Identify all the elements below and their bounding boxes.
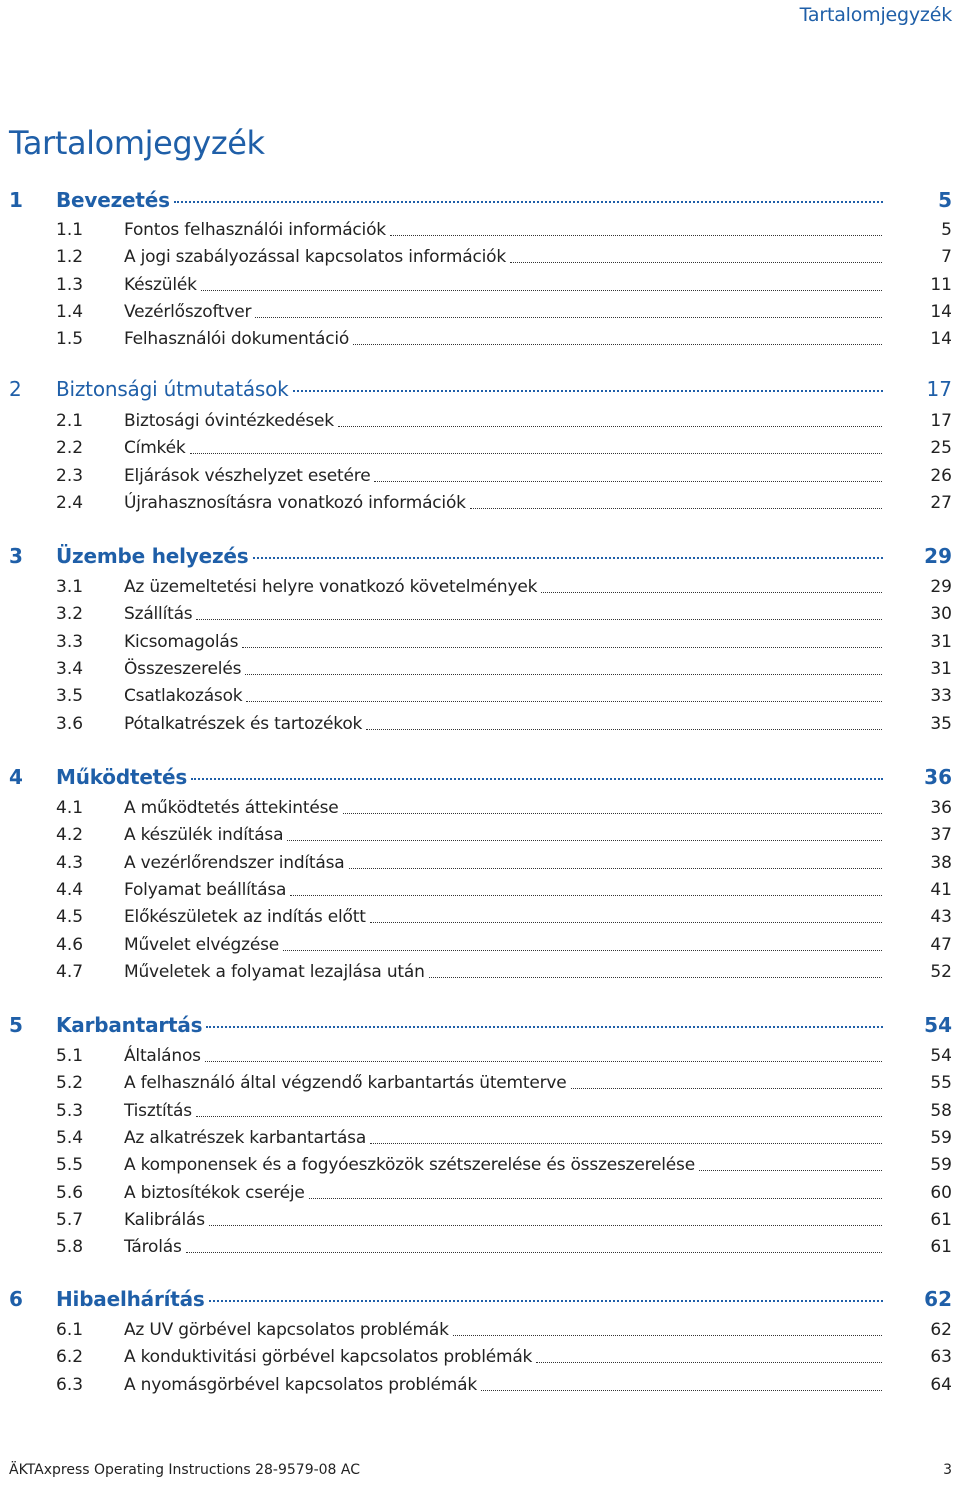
toc-entry-number: 1.3	[56, 275, 84, 295]
dot-leader	[353, 344, 882, 345]
toc-section-row[interactable]	[0, 1347, 960, 1373]
toc-entry-title: Csatlakozások	[124, 686, 243, 706]
toc-entry-title: A vezérlőrendszer indítása	[124, 853, 345, 873]
dot-leader	[510, 262, 882, 263]
dot-leader	[453, 1335, 882, 1336]
dot-leader	[470, 508, 882, 509]
toc-entry-page: 59	[930, 1155, 952, 1175]
toc-entry-title: Készülék	[124, 275, 197, 295]
toc-entry-page: 11	[930, 275, 952, 295]
toc-entry-number: 6	[9, 1287, 23, 1311]
toc-entry-number: 2.1	[56, 411, 84, 431]
toc-entry-number: 1	[9, 188, 23, 212]
toc-section-row[interactable]	[0, 1320, 960, 1346]
toc-entry-number: 4	[9, 765, 23, 789]
dot-leader	[242, 647, 882, 648]
toc-entry-page: 29	[924, 544, 952, 568]
toc-entry-number: 5.5	[56, 1155, 84, 1175]
toc-section-row[interactable]	[0, 880, 960, 906]
toc-section-row[interactable]	[0, 329, 960, 355]
toc-entry-number: 4.7	[56, 962, 84, 982]
dot-leader	[309, 1198, 882, 1199]
toc-entry-number: 3	[9, 544, 23, 568]
toc-entry-title: Folyamat beállítása	[124, 880, 287, 900]
toc-entry-title: Összeszerelés	[124, 659, 242, 679]
toc-entry-page: 62	[924, 1287, 952, 1311]
toc-chapter-row[interactable]	[0, 188, 960, 216]
toc-entry-title: Felhasználói dokumentáció	[124, 329, 350, 349]
toc-entry-title: Vezérlőszoftver	[124, 302, 252, 322]
toc-section-row[interactable]	[0, 302, 960, 328]
toc-section-row[interactable]	[0, 632, 960, 658]
toc-entry-title: Az üzemeltetési helyre vonatkozó követelmények	[124, 577, 538, 597]
toc-entry-title: Az alkatrészek karbantartása	[124, 1128, 367, 1148]
toc-entry-number: 1.2	[56, 247, 84, 267]
toc-entry-number: 4.3	[56, 853, 84, 873]
dot-leader	[283, 950, 882, 951]
dot-leader	[390, 235, 882, 236]
toc-entry-page: 58	[930, 1101, 952, 1121]
toc-section-row[interactable]	[0, 798, 960, 824]
toc-entry-number: 2.2	[56, 438, 84, 458]
toc-entry-page: 38	[930, 853, 952, 873]
toc-entry-number: 1.4	[56, 302, 84, 322]
toc-entry-title: Tisztítás	[124, 1101, 192, 1121]
toc-entry-number: 5.7	[56, 1210, 84, 1230]
toc-entry-page: 59	[930, 1128, 952, 1148]
dot-leader	[370, 1143, 882, 1144]
toc-entry-page: 5	[941, 220, 952, 240]
dot-leader	[246, 701, 882, 702]
toc-entry-page: 54	[924, 1013, 952, 1037]
toc-entry-title: Hibaelhárítás	[56, 1287, 205, 1311]
toc-section-row[interactable]	[0, 1046, 960, 1072]
toc-entry-title: Bevezetés	[56, 188, 170, 212]
toc-section-row[interactable]	[0, 1237, 960, 1263]
toc-entry-page: 36	[924, 765, 952, 789]
toc-entry-title: A működtetés áttekintése	[124, 798, 339, 818]
toc-entry-page: 47	[930, 935, 952, 955]
running-header: Tartalomjegyzék	[799, 4, 952, 26]
toc-entry-title: Újrahasznosításra vonatkozó információk	[124, 493, 466, 513]
toc-section-row[interactable]	[0, 247, 960, 273]
dot-leader	[481, 1390, 882, 1391]
toc-entry-title: Címkék	[124, 438, 186, 458]
toc-entry-title: A jogi szabályozással kapcsolatos információk	[124, 247, 506, 267]
toc-entry-number: 4.2	[56, 825, 84, 845]
toc-entry-number: 3.3	[56, 632, 84, 652]
dot-leader	[290, 895, 882, 896]
toc-entry-page: 52	[930, 962, 952, 982]
toc-chapter-row[interactable]	[0, 544, 960, 572]
toc-section-row[interactable]	[0, 438, 960, 464]
toc-entry-number: 2.3	[56, 466, 84, 486]
dot-leader	[253, 557, 883, 559]
footer-page-number: 3	[943, 1462, 952, 1478]
dot-leader	[287, 840, 882, 841]
toc-entry-title: A konduktivitási görbével kapcsolatos problémák	[124, 1347, 533, 1367]
dot-leader	[245, 674, 882, 675]
toc-entry-page: 31	[930, 659, 952, 679]
toc-entry-number: 2.4	[56, 493, 84, 513]
toc-entry-number: 5.3	[56, 1101, 84, 1121]
toc-entry-title: A biztosítékok cseréje	[124, 1183, 305, 1203]
toc-entry-page: 36	[930, 798, 952, 818]
toc-entry-page: 17	[930, 411, 952, 431]
toc-section-row[interactable]	[0, 1375, 960, 1401]
toc-entry-title: A komponensek és a fogyóeszközök szétszerelése és összeszerelése	[124, 1155, 695, 1175]
toc-entry-page: 60	[930, 1183, 952, 1203]
toc-entry-page: 26	[930, 466, 952, 486]
dot-leader	[186, 1252, 882, 1253]
toc-entry-page: 31	[930, 632, 952, 652]
dot-leader	[209, 1225, 882, 1226]
toc-entry-title: Általános	[124, 1046, 201, 1066]
dot-leader	[201, 290, 882, 291]
toc-section-row[interactable]	[0, 935, 960, 961]
toc-entry-page: 41	[930, 880, 952, 900]
toc-section-row[interactable]	[0, 1183, 960, 1209]
toc-entry-page: 5	[938, 188, 952, 212]
toc-entry-title: Előkészületek az indítás előtt	[124, 907, 366, 927]
toc-entry-number: 3.4	[56, 659, 84, 679]
dot-leader	[541, 592, 882, 593]
toc-entry-number: 4.4	[56, 880, 84, 900]
dot-leader	[205, 1061, 882, 1062]
dot-leader	[190, 453, 882, 454]
toc-entry-title: A felhasználó által végzendő karbantartás ütemterve	[124, 1073, 567, 1093]
toc-entry-number: 6.1	[56, 1320, 84, 1340]
toc-entry-title: Tárolás	[124, 1237, 182, 1257]
toc-entry-page: 33	[930, 686, 952, 706]
toc-entry-title: Pótalkatrészek és tartozékok	[124, 714, 363, 734]
toc-section-row[interactable]	[0, 577, 960, 603]
toc-entry-number: 2	[9, 377, 22, 401]
toc-section-row[interactable]	[0, 1073, 960, 1099]
dot-leader	[366, 729, 882, 730]
dot-leader	[209, 1300, 883, 1302]
dot-leader	[699, 1170, 882, 1171]
toc-section-row[interactable]	[0, 604, 960, 630]
toc-entry-title: Műveletek a folyamat lezajlása után	[124, 962, 425, 982]
toc-entry-number: 6.2	[56, 1347, 84, 1367]
toc-entry-title: Működtetés	[56, 765, 188, 789]
toc-entry-page: 61	[930, 1237, 952, 1257]
toc-entry-number: 3.5	[56, 686, 84, 706]
toc-section-row[interactable]	[0, 853, 960, 879]
dot-leader	[374, 481, 882, 482]
dot-leader	[571, 1088, 882, 1089]
toc-entry-page: 54	[930, 1046, 952, 1066]
dot-leader	[343, 813, 882, 814]
toc-section-row[interactable]	[0, 659, 960, 685]
dot-leader	[255, 317, 882, 318]
toc-entry-page: 64	[930, 1375, 952, 1395]
dot-leader	[196, 619, 882, 620]
toc-entry-page: 25	[930, 438, 952, 458]
toc-entry-page: 29	[930, 577, 952, 597]
toc-section-row[interactable]	[0, 686, 960, 712]
toc-entry-title: Kalibrálás	[124, 1210, 205, 1230]
toc-section-row[interactable]	[0, 907, 960, 933]
toc-entry-page: 30	[930, 604, 952, 624]
page-title: Tartalomjegyzék	[9, 124, 265, 162]
toc-entry-title: Eljárások vészhelyzet esetére	[124, 466, 371, 486]
dot-leader	[174, 201, 883, 203]
toc-entry-title: Üzembe helyezés	[56, 544, 249, 568]
toc-entry-number: 4.1	[56, 798, 84, 818]
toc-section-row[interactable]	[0, 466, 960, 492]
toc-entry-page: 61	[930, 1210, 952, 1230]
toc-section-row[interactable]	[0, 1128, 960, 1154]
toc-entry-page: 63	[930, 1347, 952, 1367]
toc-entry-page: 27	[930, 493, 952, 513]
toc-section-row[interactable]	[0, 825, 960, 851]
toc-entry-page: 55	[930, 1073, 952, 1093]
toc-entry-page: 7	[941, 247, 952, 267]
toc-chapter-row[interactable]	[0, 1287, 960, 1315]
toc-entry-number: 4.6	[56, 935, 84, 955]
dot-leader	[536, 1362, 882, 1363]
toc-entry-number: 5.6	[56, 1183, 84, 1203]
toc-section-row[interactable]	[0, 493, 960, 519]
toc-entry-title: A nyomásgörbével kapcsolatos problémák	[124, 1375, 478, 1395]
toc-entry-number: 5.8	[56, 1237, 84, 1257]
dot-leader	[338, 426, 882, 427]
toc-entry-number: 4.5	[56, 907, 84, 927]
toc-entry-page: 37	[930, 825, 952, 845]
toc-entry-number: 5.2	[56, 1073, 84, 1093]
toc-entry-number: 1.1	[56, 220, 84, 240]
toc-entry-number: 1.5	[56, 329, 84, 349]
dot-leader	[191, 778, 883, 780]
toc-section-row[interactable]	[0, 411, 960, 437]
toc-section-row[interactable]	[0, 714, 960, 740]
toc-entry-page: 35	[930, 714, 952, 734]
toc-entry-number: 3.1	[56, 577, 84, 597]
toc-section-row[interactable]	[0, 1210, 960, 1236]
toc-section-row[interactable]	[0, 220, 960, 246]
toc-entry-title: Kicsomagolás	[124, 632, 239, 652]
toc-entry-page: 62	[930, 1320, 952, 1340]
toc-entry-number: 5.1	[56, 1046, 84, 1066]
dot-leader	[349, 868, 882, 869]
toc-section-row[interactable]	[0, 962, 960, 988]
toc-entry-page: 14	[930, 302, 952, 322]
toc-entry-title: Művelet elvégzése	[124, 935, 280, 955]
dot-leader	[429, 977, 882, 978]
toc-entry-title: Biztosági óvintézkedések	[124, 411, 334, 431]
toc-entry-number: 5	[9, 1013, 23, 1037]
toc-entry-title: Szállítás	[124, 604, 193, 624]
toc-section-row[interactable]	[0, 1101, 960, 1127]
toc-section-row[interactable]	[0, 1155, 960, 1181]
toc-entry-page: 17	[926, 377, 952, 401]
toc-section-row[interactable]	[0, 275, 960, 301]
toc-entry-number: 5.4	[56, 1128, 84, 1148]
toc-chapter-row[interactable]	[0, 1013, 960, 1041]
dot-leader	[293, 390, 883, 392]
toc-entry-title: Karbantartás	[56, 1013, 203, 1037]
footer-doc-reference: ÄKTAxpress Operating Instructions 28-9579-08 AC	[9, 1462, 361, 1478]
toc-chapter-row[interactable]	[0, 377, 960, 405]
toc-entry-page: 43	[930, 907, 952, 927]
toc-entry-page: 14	[930, 329, 952, 349]
toc-entry-number: 3.2	[56, 604, 84, 624]
toc-entry-title: Biztonsági útmutatások	[56, 377, 289, 401]
dot-leader	[370, 922, 882, 923]
toc-chapter-row[interactable]	[0, 765, 960, 793]
dot-leader	[206, 1026, 883, 1028]
toc-entry-number: 6.3	[56, 1375, 84, 1395]
toc-entry-number: 3.6	[56, 714, 84, 734]
toc-entry-title: Az UV görbével kapcsolatos problémák	[124, 1320, 449, 1340]
toc-entry-title: Fontos felhasználói információk	[124, 220, 386, 240]
toc-entry-title: A készülék indítása	[124, 825, 284, 845]
dot-leader	[196, 1116, 882, 1117]
